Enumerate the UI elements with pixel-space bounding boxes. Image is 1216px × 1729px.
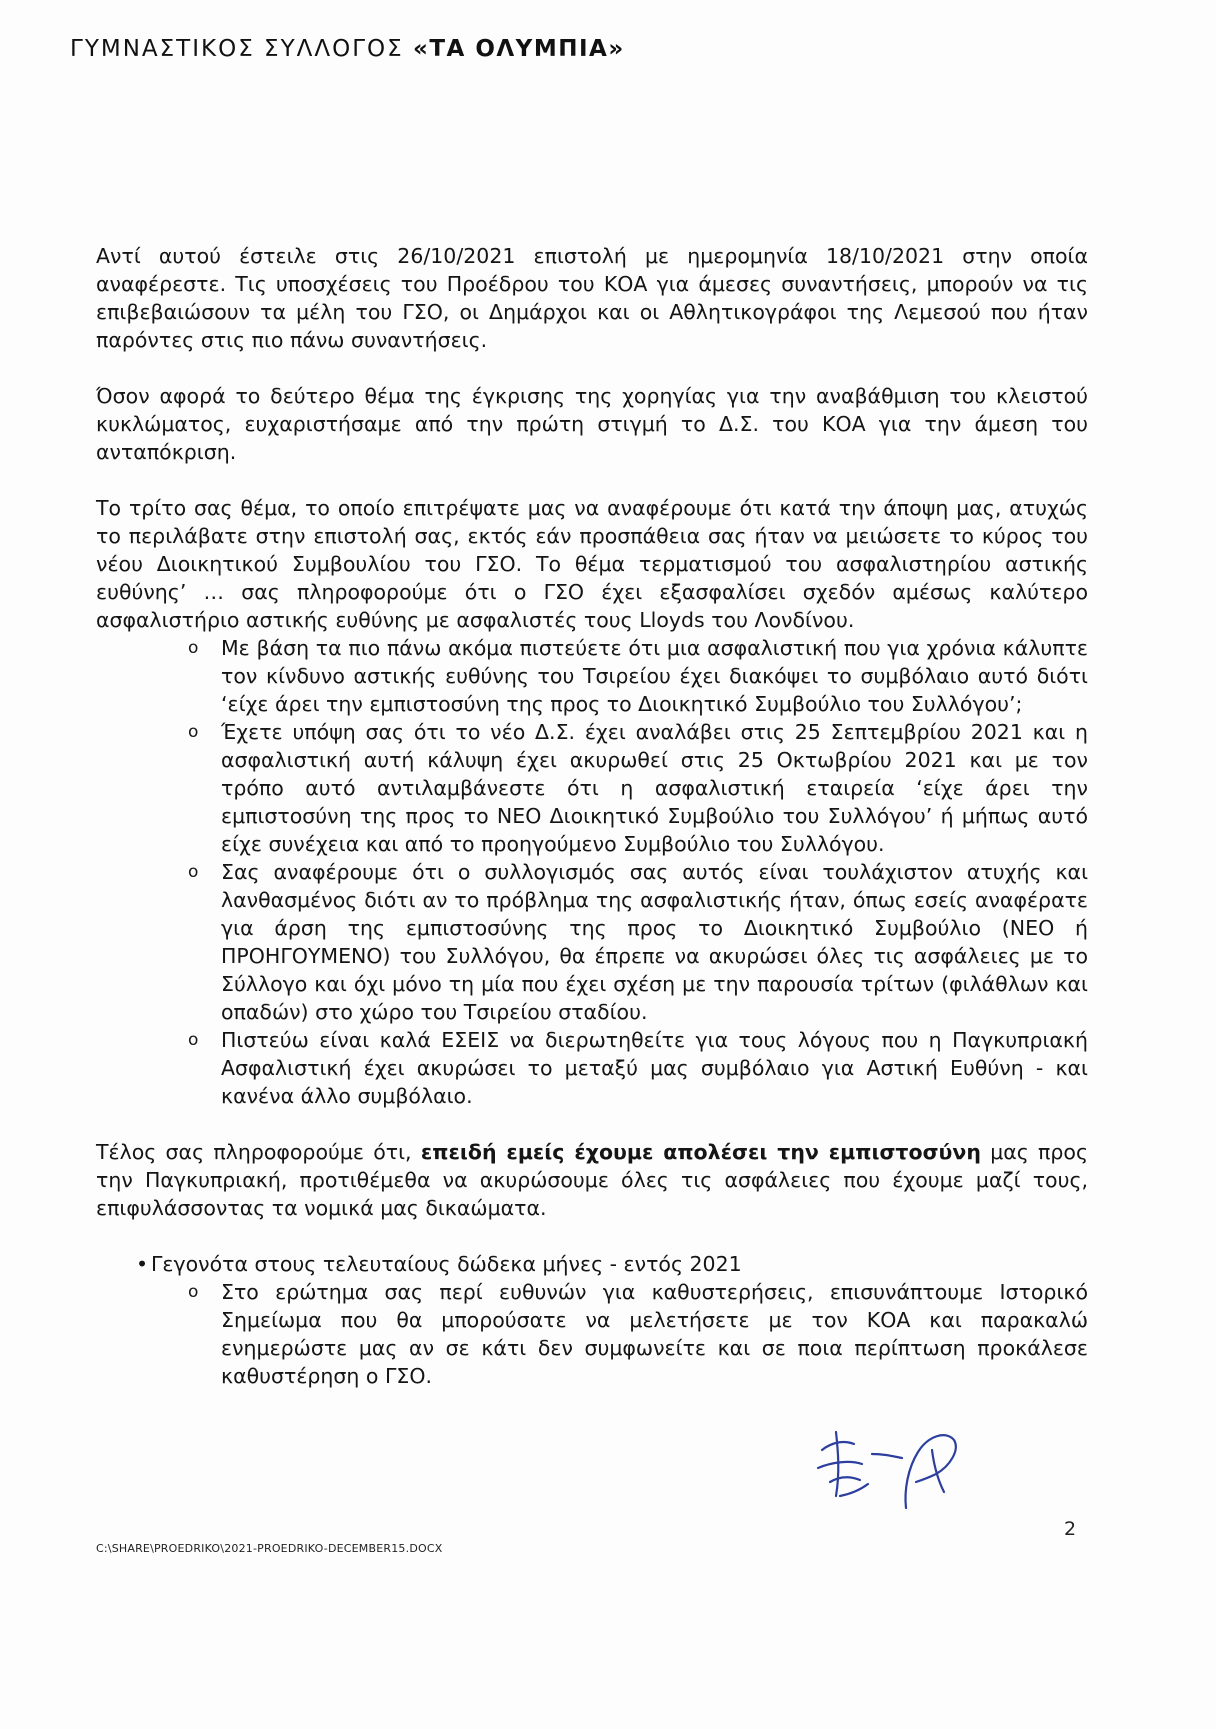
list-item [141, 1278, 1088, 1390]
circle-bullet-icon: o [188, 862, 199, 882]
closing-paragraph [96, 1138, 1088, 1222]
list-item [96, 718, 1088, 858]
closing-bold-text: επειδή εμείς έχουμε απολέσει την εμπιστοσύνη [420, 1140, 981, 1164]
list-item [96, 634, 1088, 718]
events-bullet-list [96, 1250, 1088, 1390]
circle-bullet-icon: o [188, 638, 199, 658]
circle-bullet-icon: o [188, 1282, 199, 1302]
insurance-points-list [96, 634, 1088, 1110]
circle-bullet-icon: o [188, 1030, 199, 1050]
closing-text-start: Τέλος σας πληροφορούμε ότι, [96, 1140, 421, 1164]
paragraph-1: Αντί αυτού έστειλε στις 26/10/2021 επιστολή με ημερομηνία 18/10/2021 στην οποία αναφέρεστε. Τις υποσχέσεις του Προέδρου του ΚΟΑ για άμεσες συναντήσεις, μπορούν να τις επιβεβαιώσουν τα μέλη του ΓΣΟ, οι Δημάρχοι και οι Αθλητικογράφοι της Λεμεσού που ήταν παρόντες στις πιο πάνω συναντήσεις. [96, 244, 1088, 352]
letterhead [70, 36, 625, 62]
closing-text-end: μας προς την Παγκυπριακή, προτιθέμεθα να ακυρώσουμε όλες τις ασφάλειες που έχουμε μαζί τους, επιφυλάσσοντας τα νομικά μας δικαώματα. [96, 1140, 1088, 1220]
signature-strokes [818, 1432, 956, 1508]
list-item-text: Έχετε υπόψη σας ότι το νέο Δ.Σ. έχει αναλάβει στις 25 Σεπτεμβρίου 2021 και η ασφαλιστική αυτή κάλυψη έχει ακυρωθεί στις 25 Οκτωβρίου 2021 και με τον τρόπο αυτό αντιλαμβάνεστε ότι η ασφαλιστική εταιρεία ‘είχε άρει την εμπιστοσύνη της προς το ΝΕΟ Διοικητικό Συμβούλιο του Συλλόγου’ ή μήπως αυτό είχε συνέχεια και από το προηγούμενο Συμβούλιο του Συλλόγου. [221, 720, 1088, 856]
circle-bullet-icon: o [188, 722, 199, 742]
bullet-icon: • [136, 1252, 149, 1276]
list-item-text: Σας αναφέρουμε ότι ο συλλογισμός σας αυτός είναι τουλάχιστον ατυχής και λανθασμένος διότι αν το πρόβλημα της ασφαλιστικής ήταν, όπως εσείς αναφέρατε για άρση της εμπιστοσύνης της προς το Διοικητικό Συμβούλιο (ΝΕΟ ή ΠΡΟΗΓΟΥΜΕΝΟ) του Συλλόγου, θα έπρεπε να ακυρώσει όλες τις ασφάλειες με το Σύλλογο και όχι μόνο τη μία που έχει σχέση με την παρουσία τρίτων (φιλάθλων και οπαδών) στο χώρο του Τσιρείου σταδίου. [221, 860, 1088, 1024]
paragraph-2: Όσον αφορά το δεύτερο θέμα της έγκρισης της χορηγίας για την αναβάθμιση του κλειστού κυκλώματος, ευχαριστήσαμε από την πρώτη στιγμή το Δ.Σ. του ΚΟΑ για την άμεση του ανταπόκριση. [96, 384, 1088, 464]
list-item-text: Με βάση τα πιο πάνω ακόμα πιστεύετε ότι μια ασφαλιστική που για χρόνια κάλυπτε τον κίνδυνο αστικής ευθύνης του Τσιρείου έχει διακόψει το συμβόλαιο αυτό διότι ‘είχε άρει την εμπιστοσύνη της προς το Διοικητικό Συμβούλιο του Συλλόγου’; [221, 636, 1088, 716]
list-item [96, 1250, 1088, 1390]
letter-body [96, 242, 1088, 1390]
footer-file-path: C:\SHARE\PROEDRIKO\2021-PROEDRIKO-DECEMBER15.DOCX [96, 1542, 443, 1555]
page-number: 2 [1064, 1518, 1077, 1540]
list-item-text: Στο ερώτημα σας περί ευθυνών για καθυστερήσεις, επισυνάπτουμε Ιστορικό Σημείωμα που θα μπορούσατε να μελετήσετε με τον ΚΟΑ και παρακαλώ ενημερώστε μας αν σε κάτι δεν συμφωνείτε και σε ποια περίπτωση προκάλεσε καθυστέρηση ο ΓΣΟ. [221, 1280, 1088, 1388]
events-sub-list [141, 1278, 1088, 1390]
list-item [96, 858, 1088, 1026]
bullet-title: Γεγονότα στους τελευταίους δώδεκα μήνες - εντός 2021 [151, 1252, 742, 1276]
signature-image [810, 1410, 970, 1520]
list-item-text: Πιστεύω είναι καλά ΕΣΕΙΣ να διερωτηθείτε για τους λόγους που η Παγκυπριακή Ασφαλιστική έχει ακυρώσει το μεταξύ μας συμβόλαιο για Αστική Ευθύνη - και κανένα άλλο συμβόλαιο. [221, 1028, 1088, 1108]
paragraph-3: Το τρίτο σας θέμα, το οποίο επιτρέψατε μας να αναφέρουμε ότι κατά την άποψη μας, ατυχώς το περιλάβατε στην επιστολή σας, εκτός εάν προσπάθεια σας ήταν να μειώσετε το κύρος του νέου Διοικητικού Συμβουλίου του ΓΣΟ. Το θέμα τερματισμού του ασφαλιστηρίου αστικής ευθύνης’ … σας πληροφορούμε ότι ο ΓΣΟ έχει εξασφαλίσει σχεδόν αμέσως καλύτερο ασφαλιστήριο αστικής ευθύνης με ασφαλιστές τους Lloyds του Λονδίνου. [96, 496, 1088, 632]
letterhead-prefix: ΓΥΜΝΑΣΤΙΚΟΣ ΣΥΛΛΟΓΟΣ [70, 36, 413, 62]
letterhead-org-name: «ΤΑ ΟΛΥΜΠΙΑ» [412, 36, 625, 62]
list-item [96, 1026, 1088, 1110]
